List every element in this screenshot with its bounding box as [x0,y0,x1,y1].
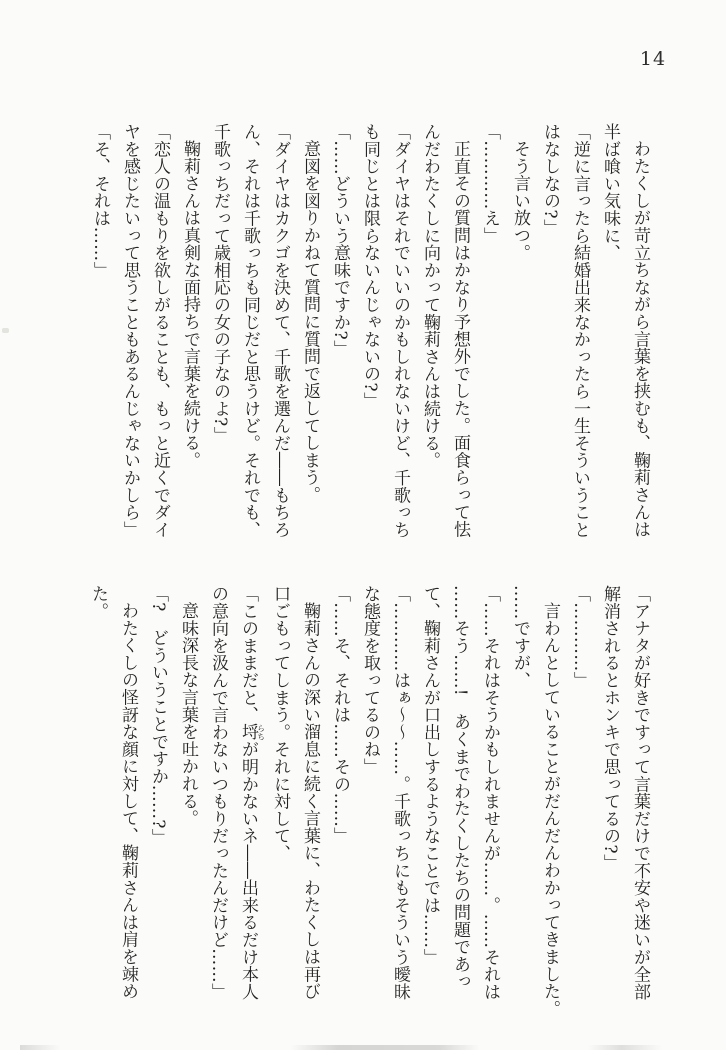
text-column: 意味深長な言葉を吐かれる。 [178,602,198,827]
text-column: 「? どういうことですか……?」 [148,585,168,847]
page-number: 14 [639,48,667,70]
text-column: も同じとは限らないんじゃないの?」 [360,123,380,410]
text-column: 「…………」 [570,585,590,689]
text-column: 「そ、それは……」 [90,123,110,279]
ruby-annotated-word: 埒らち [238,723,266,741]
text-column: 鞠莉さんは真剣な面持ちで言葉を続ける。 [180,140,200,469]
text-column: はなしなの?」 [540,123,560,237]
text-column: の意向を汲んで言わないつもりだったんだけど……」 [208,585,228,1001]
text-column: ヤを感じたいって思うこともあるんじゃないかしら」 [120,123,140,539]
upper-text-block [85,123,655,541]
text-column: 「……そ、それは……その……」 [330,585,350,845]
text-column: そう言い放つ。 [510,140,530,262]
text-column: 解消されるとホンキで思ってるの?」 [600,585,620,872]
text-column: 「……それはそうかもしれませんが……。……それは [480,585,500,1001]
text-column: 意図を図りかねて質問に質問で返してしまう。 [300,140,320,504]
text-column: 半ば喰い気味に、 [600,123,620,262]
text-column: 「……どういう意味ですか?」 [330,123,350,358]
text-column: 正直その質問はかなり予想外でした。面食らって怯 [450,140,470,538]
text-column: ん、それは千歌っちも同じだと思うけど。それでも、 [240,123,260,539]
text-column: 口ごもってしまう。それに対して、 [270,585,290,862]
scan-artifact-speck [2,328,9,333]
text-column: ……ですが、 [510,585,530,689]
text-column: 「…………はぁ〜〜……。千歌っちにもそういう曖昧 [390,585,410,1001]
text-column: 「ダイヤはそれでいいのかもしれないけど、千歌っち [390,123,410,539]
text-column: 「逆に言ったら結婚出来なかったら一生そういうこと [570,123,590,539]
text-column: て、鞠莉さんが口出しするようなことでは……」 [420,585,440,966]
text-column: ……そう……! あくまでわたくしたちの問題であっ [450,585,470,991]
text-column: わたくしが苛立ちながら言葉を挟むも、鞠莉さんは [630,140,650,538]
text-column: 「…………え」 [480,123,500,245]
text-column: 「恋人の温もりを欲しがることも、もっと近くでダイ [150,123,170,539]
text-column: んだわたくしに向かって鞠莉さんは続ける。 [420,123,440,469]
text-column: 千歌っちだって歳相応の女の子なのよ?」 [210,123,230,444]
text-column: な態度を取ってるのね」 [360,585,380,776]
text-column: た。 [88,585,108,620]
text-column: 言わんとしていることがだんだんわかってきました。 [540,602,560,1018]
text-column: 「このままだと、埒らちが明かないネ――出来るだけ本人 [238,585,266,1001]
lower-text-block [85,585,655,1018]
text-column: わたくしの怪訝な顔に対して、鞠莉さんは肩を竦め [118,602,138,1000]
text-column: 「アナタが好きですって言葉だけで不安や迷いが全部 [630,585,650,1001]
text-column: 「ダイヤはカクゴを決めて、千歌を選んだ――もちろ [270,123,290,539]
text-column: 鞠莉さんの深い溜息に続く言葉に、わたくしは再び [300,602,320,1000]
page-bottom-edge-shadow [20,1045,696,1050]
